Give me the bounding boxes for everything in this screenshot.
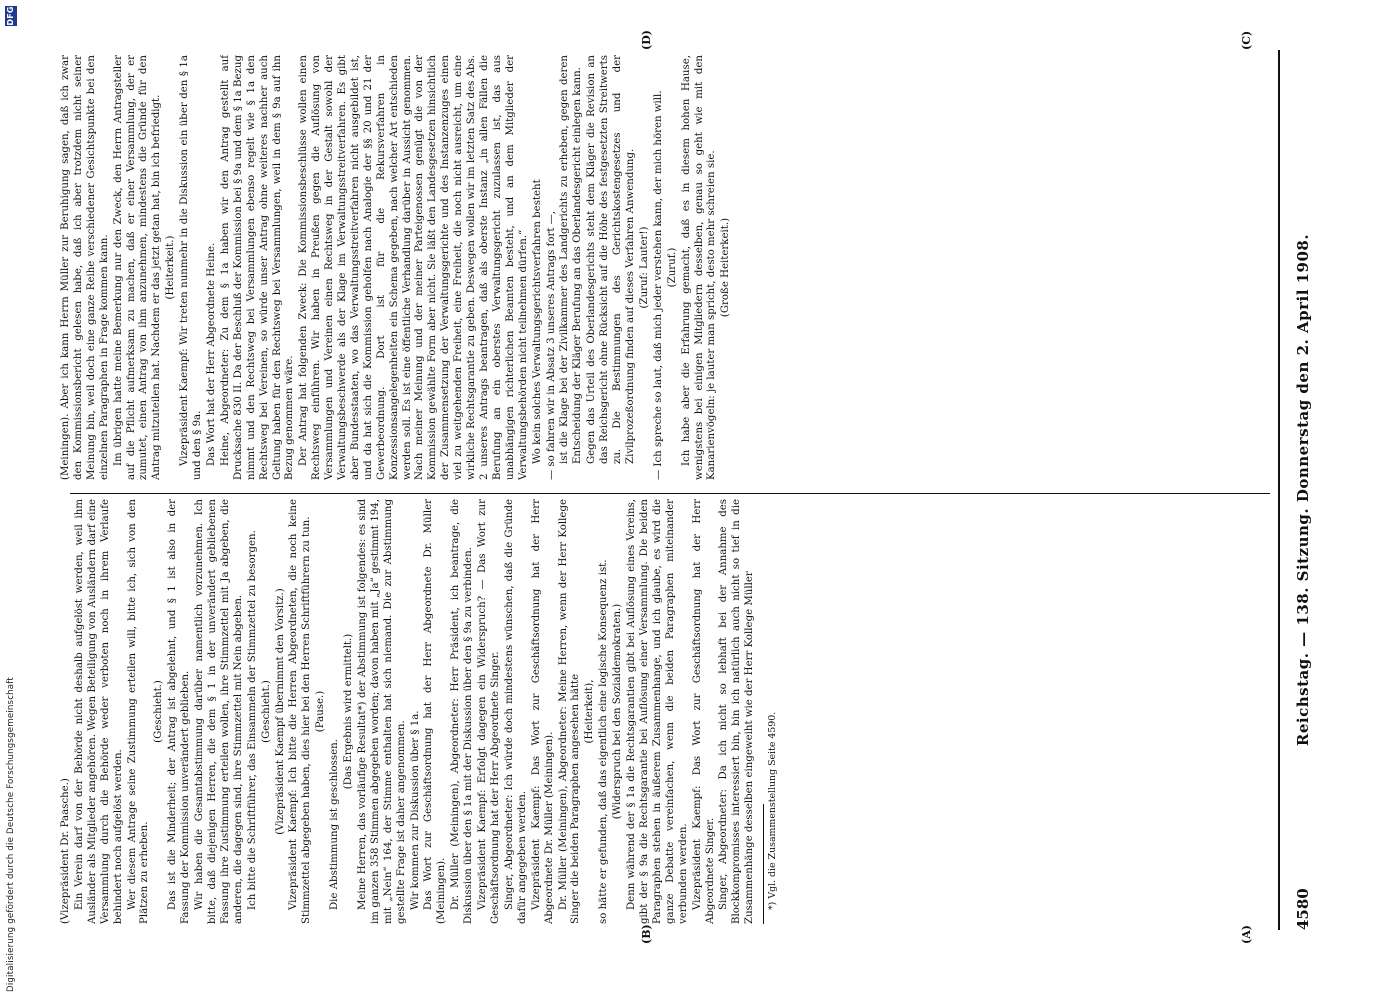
page-number: 4580 [1294,888,1312,930]
right-column-paragraph: (Große Heiterkeit.) [720,217,732,318]
margin-mark-a: (A) [1240,925,1253,944]
left-column-paragraph: Vizepräsident Kaempf: Erfolgt dagegen ein Widerspruch? — Das Wort zur Geschäftsordnung hat der Herr Abgeordnete Singer. [477,499,501,924]
footnote: *) Vgl. die Zusammenstellung Seite 4590. [767,711,779,910]
left-column-paragraph: so hätte er gefunden, daß das eigentlich eine logische Konsequenz ist. [598,559,610,924]
left-column-paragraph: Ich bitte die Schriftführer, das Einsammeln der Stimmzettel zu besorgen. [246,530,258,910]
column-divider [70,493,1270,494]
left-column-paragraph: (Vizepräsident Dr. Paasche.) [60,778,71,924]
right-column-paragraph: Im übrigen hatte meine Bemerkung nur den Zweck, den Herrn Antragsteller auf die Pflicht aufmerksam zu machen, daß er einer Versammlung, der er zumutet, einen Antrag von ihm anzunehmen, mindestens die Gründe für den Antrag mitzuteilen hat. Nachdem er das jetzt getan hat, bin ich befriedigt. [112,55,163,480]
left-column-paragraph: Wir kommen zur Diskussion über § 1a. [409,710,421,910]
left-column-paragraph: Vizepräsident Kaempf: Ich bitte die Herren Abgeordneten, die noch keine Stimmzettel abgegeben haben, dies hier bei den Herren Schriftführern zu tun. [288,499,313,924]
left-column-paragraph: (Geschieht.) [260,680,272,743]
left-column-paragraph: Wir haben die Gesamtabstimmung darüber namentlich vorzunehmen. Ich bitte, daß diejenigen Herren, die dem § 1 in der unverändert gebliebenen Fassung ihre Zustimmung erteilen wollen, ihre Stimmzettel mit Ja abgeben, die anderen, die dagegen sind, ihre Stimmzettel mit Nein abgeben. [194,499,244,924]
left-column-paragraph: Vizepräsident Kaempf: Das Wort zur Geschäftsordnung hat der Herr Abgeordnete Dr. Müller (Meiningen). [530,499,555,924]
right-column-paragraph: ist die Klage bei der Zivilkammer des Landgerichts zu erheben, gegen deren Entscheidung der Kläger Berufung an das Oberlandesgericht einlegen kann. [559,55,584,464]
left-column-paragraph: (Das Ergebnis wird ermittelt.) [343,633,355,790]
left-column-paragraph: Die Abstimmung ist geschlossen. [329,739,341,910]
left-column-paragraph: Dr. Müller (Meiningen), Abgeordneter: Meine Herren, wenn der Herr Kollege Singer die beiden Paragraphen angesehen hätte [557,499,582,924]
left-column-paragraph: Ein Verein darf von der Behörde nicht deshalb aufgelöst werden, weil ihm Ausländer als Mitglieder angehören. Wegen Beteiligung von Ausländern darf eine Versammlung durch die Behörde weder verboten noch in ihrem Verlaufe behindert noch aufgelöst werden. [73,499,124,924]
margin-mark-c: (C) [1240,30,1253,50]
left-column-paragraph: Das Wort zur Geschäftsordnung hat der Herr Abgeordnete Dr. Müller (Meiningen). [423,499,448,924]
right-column-paragraph: (Heiterkeit.) [165,235,177,300]
footnote-rule [763,804,764,924]
left-column-paragraph: Vizepräsident Kaempf: Das Wort zur Geschäftsordnung hat der Herr Abgeordnete Singer. [691,499,716,924]
right-column-paragraph: Ich habe aber die Erfahrung gemacht, daß es in diesem hohen Hause, wenigstens bei einigen Mitgliedern desselben, genau so geht wie mit den Kanarienvögeln: je lauter man spricht, desto mehr schreien sie. [680,55,718,480]
left-column-paragraph: Denn während der § 1a die Rechtsgarantien gibt bei Auflösung eines Vereins, gibt der § 9a die Rechtsgarantie bei Auflösung einer Versammlung. Die beiden Paragraphen stehen in äußerem Zusammenhange, und ich glaube, es wird die ganze Debatte vereinfachen, wenn die beiden Paragraphen miteinander verbunden werden. [626,499,689,924]
page-header [1290,50,1318,930]
left-column-paragraph: Singer, Abgeordneter: Da ich nicht so lebhaft bei der Annahme des Blockkompromisses interessiert bin, bin ich natürlich auch nicht so tief in die Zusammenhänge desselben eingeweiht wie der Herr Kollege Müller [718,499,756,924]
right-column [60,55,1270,480]
left-column-paragraph: (Geschieht.) [153,680,165,743]
right-column-paragraph: (Zuruf.) [666,247,678,288]
right-column-paragraph: Gegen das Urteil des Oberlandesgerichts steht dem Kläger die Revision an das Reichsgericht ohne Rücksicht auf die Höhe des festgesetzten Streitwerts zu. Die Bestimmungen des Gerichtskostengesetzes und der Zivilprozeßordnung finden auf dieses Verfahren Anwendung. [586,55,636,464]
margin-mark-b: (B) [640,924,653,944]
header-rule [1278,50,1280,930]
right-column-paragraph: — Ich spreche so laut, daß mich jeder verstehen kann, der mich hören will. [652,90,664,480]
right-column-paragraph: (Zuruf: Lauter!) [638,226,650,309]
right-column-paragraph: Der Antrag hat folgenden Zweck: Die Kommissionsbeschlüsse wollen einen Rechtsweg einführen. Wir haben in Preußen gegen die Auflösung von Versammlungen und Vereinen einen Rechtsweg in der Gestalt sowohl der Verwaltungsbeschwerde als der Klage im Verwaltungsstreitverfahren. Es gibt aber Bundesstaaten, wo das Verwaltungsstreitverfahren nicht ausgebildet ist, und da hat sich die Kommission geholfen nach Analogie der §§ 20 und 21 der Gewerbeordnung. Dort ist für die Rekursverfahren in Konzessionsangelegenheiten ein Schema gegeben, nach welcher Art entschieden werden soll. Es ist eine öffentliche Verhandlung darüber in Aussicht genommen. Nach meiner Meinung und der meiner Parteigenossen genügt die von der Kommission gewählte Form aber nicht. Sie läßt den Landesgesetzen hinsichtlich der Zusammensetzung der Verwaltungsgerichte und des Instanzenzuges einen viel zu weitgehenden Freiheit, eine Freiheit, die noch nicht ausreicht, um eine wirkliche Rechtsgarantie zu geben. Deswegen wollen wir im letzten Satz des Abs. 2 unseres Antrags beantragen, daß als oberste Instanz „in allen Fällen die Berufung an ein oberstes Verwaltungsgericht zuzulassen ist, das aus unabhängigen richterlichen Beamten besteht, und an dem Mitglieder der Verwaltungsbehörden nicht teilnehmen dürfen.“ [298,55,529,480]
right-column-paragraph: Das Wort hat der Herr Abgeordnete Heine. [205,242,217,466]
left-column-paragraph: Das ist die Minderheit; der Antrag ist abgelehnt, und § 1 ist also in der Fassung der Kommission unverändert geblieben. [167,499,192,924]
left-column-paragraph: Dr. Müller (Meiningen), Abgeordneter: Herr Präsident, ich beantrage, die Diskussion über den § 1a mit der Diskussion über den § 9a zu verbinden. [450,499,475,924]
page-title: Reichstag. — 138. Sitzung. Donnerstag den 2. April 1908. [1294,233,1312,747]
right-column-paragraph: — so fahren wir in Absatz 3 unseres Antrags fort —, [545,210,557,480]
left-column [60,499,1270,924]
margin-mark-d: (D) [640,30,653,50]
digitization-credit [4,0,20,1000]
left-column-paragraph: (Vizepräsident Kaempf übernimmt den Vorsitz.) [274,588,286,835]
left-column-paragraph: Singer, Abgeordneter: Ich würde doch mindestens wünschen, daß die Gründe dafür angegeben werden. [503,499,528,924]
dfg-logo: DFG [6,6,15,26]
left-column-paragraph: Meine Herren, das vorläufige Resultat*) der Abstimmung ist folgendes: es sind im ganzen 358 Stimmen abgegeben worden; davon haben mit „Ja“ gestimmt 194, mit „Nein“ 164, der Stimme enthalten hat sich niemand. Die zur Abstimmung gestellte Frage ist daher angenommen. [356,499,407,924]
right-column-paragraph: Wo kein solches Verwaltungsgerichtsverfahren besteht [531,179,543,464]
left-column-paragraph: (Heiterkeit), [584,679,596,744]
left-column-paragraph: (Pause.) [315,690,327,733]
left-column-paragraph: Wer diesem Antrage seine Zustimmung erteilen will, bitte ich, sich von den Plätzen zu erheben. [126,499,151,924]
right-column-paragraph: (Meiningen). Aber ich kann Herrn Müller zur Beruhigung sagen, daß ich zwar den Kommissionsbericht gelesen habe, daß ich aber trotzdem nicht seiner Meinung bin, weil doch eine ganze Reihe verschiedener Gesichtspunkte bei den einzelnen Paragraphen in Frage kommen kann. [60,55,110,480]
right-column-paragraph: Heine, Abgeordneter: Zu dem § 1a haben wir den Antrag gestellt auf Drucksache 830 II. Da der Beschluß der Kommission bei § 9a und dem § 1a Bezug nimmt und den Rechtsweg bei Versammlungen ebenso regelt wie § 1a den Rechtsweg bei Vereinen, so würde unser Antrag ohne weiteres nachher auch Geltung haben für den Rechtsweg bei Versammlungen, weil in dem § 9a auf ihn Bezug genommen wäre. [219,55,296,480]
left-column-paragraph: (Widerspruch bei den Sozialdemokraten.) [612,603,624,820]
right-column-paragraph: Vizepräsident Kaempf: Wir treten nunmehr in die Diskussion ein über den § 1a und den § 9a. [179,55,204,480]
credit-text: Digitalisierung gefördert durch die Deutsche Forschungsgemeinschaft [6,677,16,992]
